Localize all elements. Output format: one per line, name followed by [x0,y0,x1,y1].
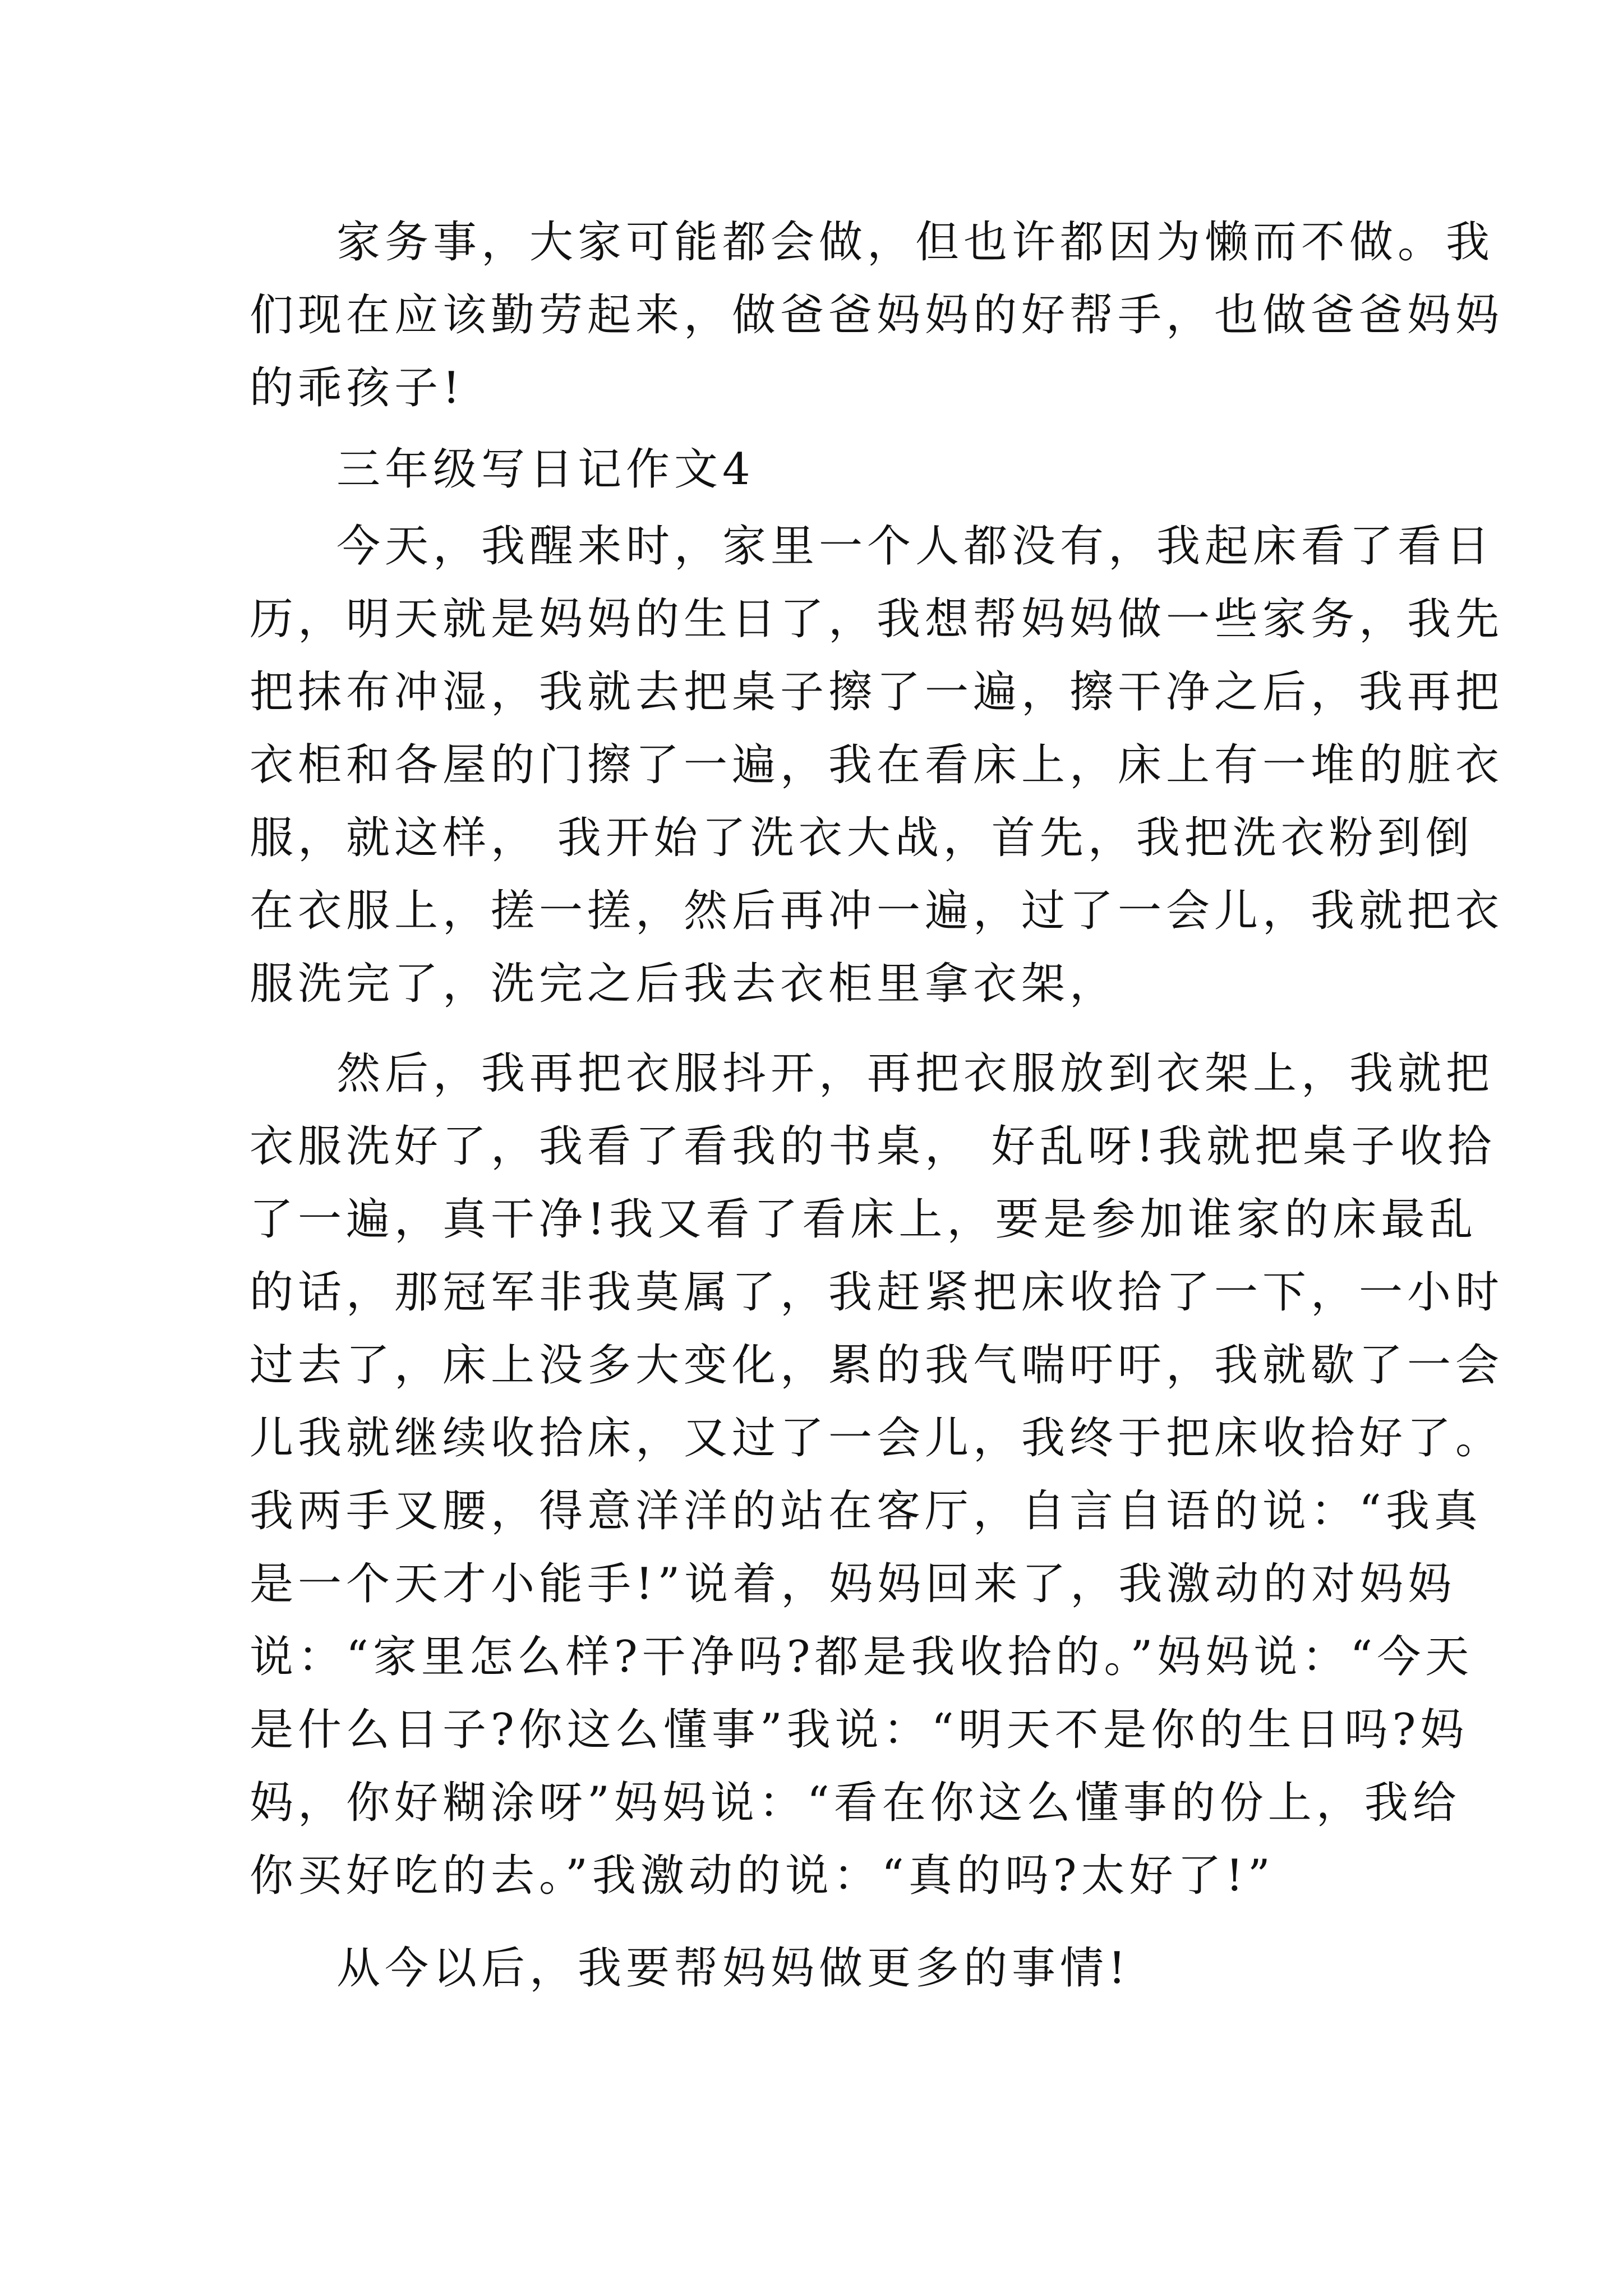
text-line: 衣服洗好了，我看了看我的书桌， 好乱呀!我就把桌子收拾 [250,1121,1496,1172]
text-line: 儿我就继续收拾床，又过了一会儿，我终于把床收拾好了。 [250,1413,1504,1464]
text-line: 了一遍，真干净!我又看了看床上，要是参加谁家的床最乱 [250,1194,1478,1245]
section-heading: 三年级写日记作文4 [336,444,755,495]
text-line: 说：“家里怎么样?干净吗?都是我收拾的。”妈妈说：“今天 [250,1632,1474,1682]
text-line: 们现在应该勤劳起来，做爸爸妈妈的好帮手，也做爸爸妈妈 [250,290,1504,341]
text-line: 在衣服上，搓一搓，然后再冲一遍，过了一会儿，我就把衣 [250,886,1504,936]
text-line: 服，就这样， 我开始了洗衣大战，首先，我把洗衣粉到倒 [250,813,1474,863]
text-line: 妈，你好糊涂呀”妈妈说：“看在你这么懂事的份上，我给 [250,1778,1461,1828]
text-line: 家务事，大家可能都会做，但也许都因为懒而不做。我 [336,217,1495,268]
text-line: 是一个天才小能手!”说着，妈妈回来了，我激动的对妈妈 [250,1559,1456,1609]
text-line: 历，明天就是妈妈的生日了，我想帮妈妈做一些家务，我先 [250,594,1504,645]
text-line: 的话，那冠军非我莫属了，我赶紧把床收拾了一下，一小时 [250,1267,1504,1318]
text-line: 的乖孩子! [250,363,465,413]
text-line: 服洗完了，洗完之后我去衣柜里拿衣架， [250,959,1118,1009]
text-line: 从今以后，我要帮妈妈做更多的事情! [336,1943,1131,1994]
text-line: 衣柜和各屋的门擦了一遍，我在看床上，床上有一堆的脏衣 [250,740,1504,790]
text-line: 你买好吃的去。”我激动的说：“真的吗?太好了!” [250,1851,1275,1901]
text-line: 是什么日子?你这么懂事”我说：“明天不是你的生日吗?妈 [250,1705,1469,1755]
text-line: 然后，我再把衣服抖开，再把衣服放到衣架上，我就把 [336,1048,1495,1099]
text-line: 我两手叉腰，得意洋洋的站在客厅，自言自语的说：“我真 [250,1486,1482,1536]
text-line: 今天，我醒来时，家里一个人都没有，我起床看了看日 [336,521,1495,572]
text-line: 把抹布冲湿，我就去把桌子擦了一遍，擦干净之后，我再把 [250,667,1504,717]
text-line: 过去了，床上没多大变化，累的我气喘吁吁，我就歇了一会 [250,1340,1504,1391]
